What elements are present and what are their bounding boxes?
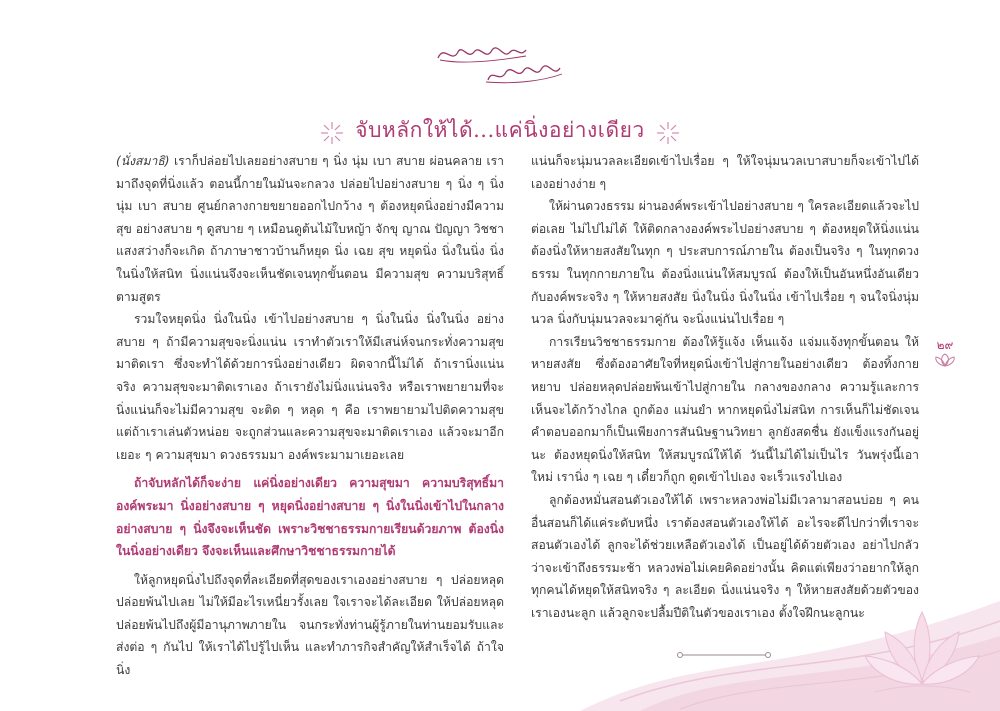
title-row bbox=[0, 114, 1000, 147]
paragraph: ลูกต้องหมั่นสอนตัวเองให้ได้ เพราะหลวงพ่อไม่มีเวลามาสอนบ่อย ๆ คนอื่นสอนก็ได้แค่ระดับหนึ่ง เราต้องสอนตัวเองให้ได้ อะไรจะดีไปกว่าที่เราจะสอนตัวเองได้ ลูกจะได้ช่วยเหลือตัวเองได้ เป็นอยู่ได้ด้วยตัวเอง อย่าไปกลัวว่าจะเข้าถึงธรรมะช้า หลวงพ่อไม่เคยคิดอย่างนั้น คิดแต่เพียงว่าอยากให้ลูกทุกคนได้หยุดให้สนิทจริง ๆ ละเอียด นิ่งแน่นจริง ๆ ให้หายสงสัยด้วยตัวของเราเองนะลูก แล้วลูกจะปลื้มปีติในตัวของเราเอง ตั้งใจฝึกนะลูกนะ bbox=[531, 492, 919, 620]
divider-ornament bbox=[676, 650, 772, 660]
sparkle-icon bbox=[656, 121, 680, 145]
lead-note: (นั่งสมาธิ) bbox=[116, 154, 170, 168]
signature-logo bbox=[430, 38, 570, 90]
lotus-icon bbox=[855, 600, 990, 700]
paragraph: รวมใจหยุดนิ่ง นิ่งในนิ่ง เข้าไปอย่างสบาย ๆ นิ่งในนิ่ง นิ่งในนิ่ง อย่างสบาย ๆ ถ้ามีความสุขจะนิ่งแน่น เราทำตัวเราให้มีเสน่ห์จนกระทั่งความสุขมาติดเรา ซึ่งจะทำได้ด้วยการนิ่งอย่างเดียว ผิดจากนี้ไม่ได้ ถ้าเรานิ่งแน่นจริง ความสุขจะมาติดเราเอง ถ้าเรายังไม่นิ่งแน่นจริง หรือเราพยายามที่จะนิ่งแน่นก็จะไม่มีความสุข จะติด ๆ หลุด ๆ คือ เราพยายามไปติดความสุข แต่ถ้าเราเล่นตัวหน่อย จะถูกส่วนและความสุขจะมาติดเราเอง แล้วจะมาอีกเยอะ ๆ ความสุขมา ดวงธรรมมา องค์พระมามาเยอะเลย bbox=[116, 312, 504, 462]
sparkle-icon bbox=[320, 121, 344, 145]
page-title: จับหลักให้ได้...แค่นิ่งอย่างเดียว bbox=[355, 118, 645, 142]
paragraph: การเรียนวิชชาธรรมกาย ต้องให้รู้แจ้ง เห็นแจ้ง แจ่มแจ้งทุกขั้นตอน ให้หายสงสัย ซึ่งต้องอาศัยใจที่หยุดนิ่งเข้าไปสู่กายในอย่างเดียว ต้องทิ้งกายหยาบ ปล่อยหลุดปล่อยพ้นเข้าไปสู่กายใน กลางของกลาง ความรู้และการเห็นจะได้กว้างไกล ถูกต้อง แม่นยำ หากหยุดนิ่งไม่สนิท การเห็นก็ไม่ชัดเจน คำตอบออกมาก็เป็นเพียงการสันนิษฐานวิทยา ลูกยังสดชื่น ยังแข็งแรงกันอยู่นะ ต้องหยุดนิ่งให้สนิท ให้สมบูรณ์ให้ได้ วันนี้ไม่ได้ไม่เป็นไร วันพรุ่งนี้เอาใหม่ เรานิ่ง ๆ เฉย ๆ เดี๋ยวก็ถูก ดูดเข้าไปเอง จะเร็วแรงไปเอง bbox=[531, 334, 919, 485]
paragraph: แน่นก็จะนุ่มนวลละเอียดเข้าไปเรื่อย ๆ ให้ใจนุ่มนวลเบาสบายก็จะเข้าไปได้เองอย่างง่าย ๆ bbox=[531, 154, 919, 191]
highlight-paragraph: ถ้าจับหลักได้ก็จะง่าย แค่นิ่งอย่างเดียว ความสุขมา ความบริสุทธิ์มา องค์พระมา นิ่งอย่างสบาย ๆ หยุดนิ่งอย่างสบาย ๆ นิ่งในนิ่งเข้าไปในกลางอย่างสบาย ๆ นิ่งจึงจะเห็นชัด เพราะวิชชาธรรมกายเรียนด้วยภาพ ต้องนิ่งในนิ่งอย่างเดียว จึงจะเห็นและศึกษาวิชชาธรรมกายได้ bbox=[116, 476, 504, 559]
paragraph: ให้ลูกหยุดนิ่งไปถึงจุดที่ละเอียดที่สุดของเราเองอย่างสบาย ๆ ปล่อยหลุด ปล่อยพ้นไปเลย ไม่ให้มีอะไรเหนี่ยวรั้งเลย ใจเราจะได้ละเอียด ให้ปล่อยหลุด ปล่อยพ้นไปถึงผู้มีอานุภาพภายใน จนกระทั่งท่านผู้รู้ภายในท่านยอมรับและส่งต่อ ๆ กันไป ให้เราได้ไปรู้ไปเห็น และทำภารกิจสำคัญให้สำเร็จได้ ถ้าใจนิ่ง bbox=[116, 572, 504, 678]
paragraph bbox=[116, 150, 504, 308]
paragraph-text: เราก็ปล่อยไปเลยอย่างสบาย ๆ นิ่ง นุ่ม เบา สบาย ผ่อนคลาย เรามาถึงจุดที่นิ่งแล้ว ตอนนี้กายในมันจะกลวง ปล่อยไปอย่างสบาย ๆ นิ่ง ๆ นิ่ง นุ่ม เบา สบาย ศูนย์กลางกายขยายออกไปกว้าง ๆ ต้องหยุดนิ่งอย่างมีความสุข อย่างสบาย ๆ ดูสบาย ๆ เหมือนดูต้นไม้ใบหญ้า จักขุ ญาณ ปัญญา วิชชา แสงสว่างก็จะเกิด ถ้าภาษาชาวบ้านก็หยุด นิ่ง เฉย สุข หยุดนิ่ง นิ่งในนิ่ง นิ่งในนิ่งให้สนิท นิ่งแน่นจึงจะเห็นชัดเจนทุกขั้นตอน มีความสุข ความบริสุทธิ์ ตามสูตร bbox=[116, 154, 504, 304]
paragraph: ให้ผ่านดวงธรรม ผ่านองค์พระเข้าไปอย่างสบาย ๆ ใครละเอียดแล้วจะไปต่อเลย ไม่ไปไม่ได้ ให้ติดกลางองค์พระไปอย่างสบาย ๆ ต้องหยุดให้นิ่งแน่น ต้องนิ่งให้หายสงสัยในทุก ๆ ประสบการณ์ภายใน ต้องเป็นจริง ๆ ในทุกดวงธรรม ในทุกกายภายใน ต้องนิ่งแน่นให้สมบูรณ์ ต้องให้เป็นอันหนึ่งอันเดียวกับองค์พระจริง ๆ ให้หายสงสัย นิ่งในนิ่ง นิ่งในนิ่ง เข้าไปเรื่อย ๆ จนใจนิ่งนุ่มนวล นิ่งกับนุ่มนวลจะมาคู่กัน จะนิ่งแน่นไปเรื่อย ๆ bbox=[531, 199, 919, 327]
page-number: ๒๙ bbox=[936, 338, 954, 352]
left-column bbox=[116, 150, 504, 682]
right-column bbox=[531, 150, 919, 624]
flower-ornament-icon bbox=[932, 352, 958, 368]
